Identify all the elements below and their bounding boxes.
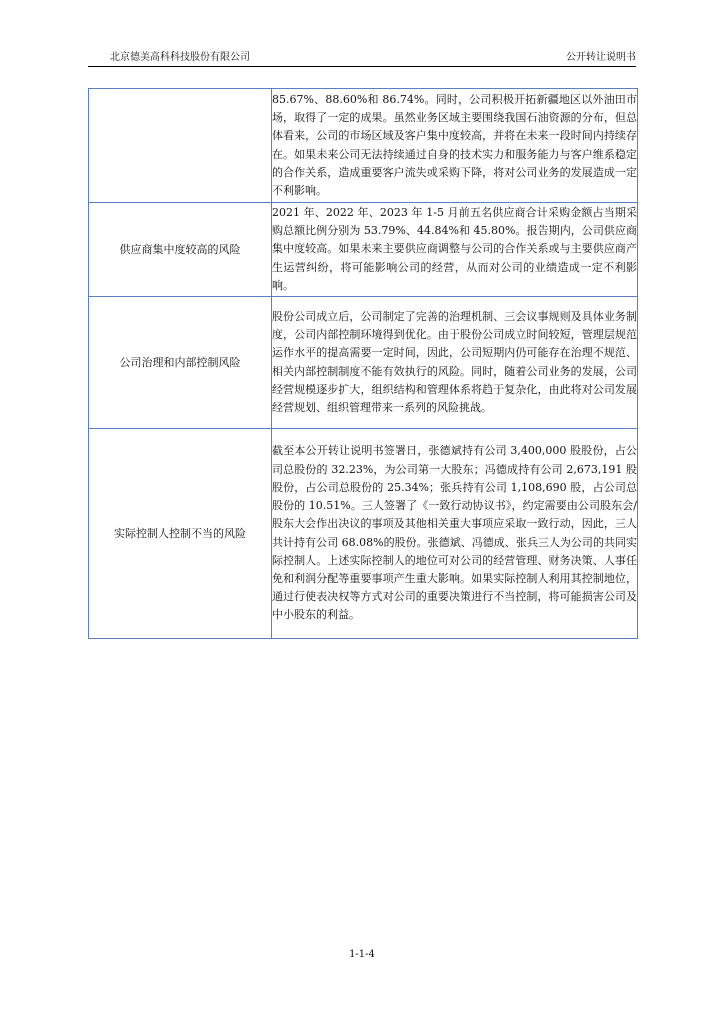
table-row: [89, 429, 638, 639]
risk-description-cell: 2021 年、2022 年、2023 年 1-5 月前五名供应商合计采购金额占当期采购总额比例分别为 53.79%、44.84%和 45.80%。报告期内，公司供应商集中度较高。如果未来主要供应商调整与公司的合作关系或与主要供应商产生运营纠纷，将可能影响公司的经营，从而对公司的业绩造成一定不利影响。: [272, 203, 638, 297]
table-row: [89, 297, 638, 429]
page-header: [88, 50, 636, 67]
risk-description-cell: 85.67%、88.60%和 86.74%。同时，公司积极开拓新疆地区以外油田市场，取得了一定的成果。虽然业务区域主要围绕我国石油资源的分布，但总体看来，公司的市场区域及客户集中度较高，并将在未来一段时间内持续存在。如果未来公司无法持续通过自身的技术实力和服务能力与客户维系稳定的合作关系，造成重要客户流失或采购下降，将对公司业务的发展造成一定不利影响。: [272, 89, 638, 203]
company-name: 北京德美高科科技股份有限公司: [110, 52, 250, 63]
risk-description-cell: 股份公司成立后，公司制定了完善的治理机制、三会议事规则及具体业务制度，公司内部控制环境得到优化。由于股份公司成立时间较短，管理层规范运作水平的提高需要一定时间，因此，公司短期内仍可能存在治理不规范、相关内部控制制度不能有效执行的风险。同时，随着公司业务的发展，公司经营规模逐步扩大，组织结构和管理体系将趋于复杂化，由此将对公司发展经营规划、组织管理带来一系列的风险挑战。: [272, 297, 638, 429]
table-row: [89, 203, 638, 297]
risk-name-cell: 供应商集中度较高的风险: [89, 203, 272, 297]
table-row: [89, 89, 638, 203]
risk-name-cell: 实际控制人控制不当的风险: [89, 429, 272, 639]
document-title: 公开转让说明书: [566, 52, 636, 63]
risk-name-cell: 公司治理和内部控制风险: [89, 297, 272, 429]
risk-table: [88, 88, 638, 639]
risk-description-cell: 截至本公开转让说明书签署日，张德斌持有公司 3,400,000 股股份，占公司总股份的 32.23%，为公司第一大股东；冯德成持有公司 2,673,191 股股份，占公司总股份的 25.34%；张兵持有公司 1,108,690 股，占公司总股份的 10.51%。三人签署了《一致行动协议书》，约定需要由公司股东会/股东大会作出决议的事项及其他相关重大事项应采取一致行动，因此，三人共计持有公司 68.08%的股份。张德斌、冯德成、张兵三人为公司的共同实际控制人。上述实际控制人的地位可对公司的经营管理、财务决策、人事任免和利润分配等重要事项产生重大影响。如果实际控制人利用其控制地位，通过行使表决权等方式对公司的重要决策进行不当控制，将可能损害公司及中小股东的利益。: [272, 429, 638, 639]
page-number: 1-1-4: [349, 949, 375, 960]
risk-name-cell: [89, 89, 272, 203]
